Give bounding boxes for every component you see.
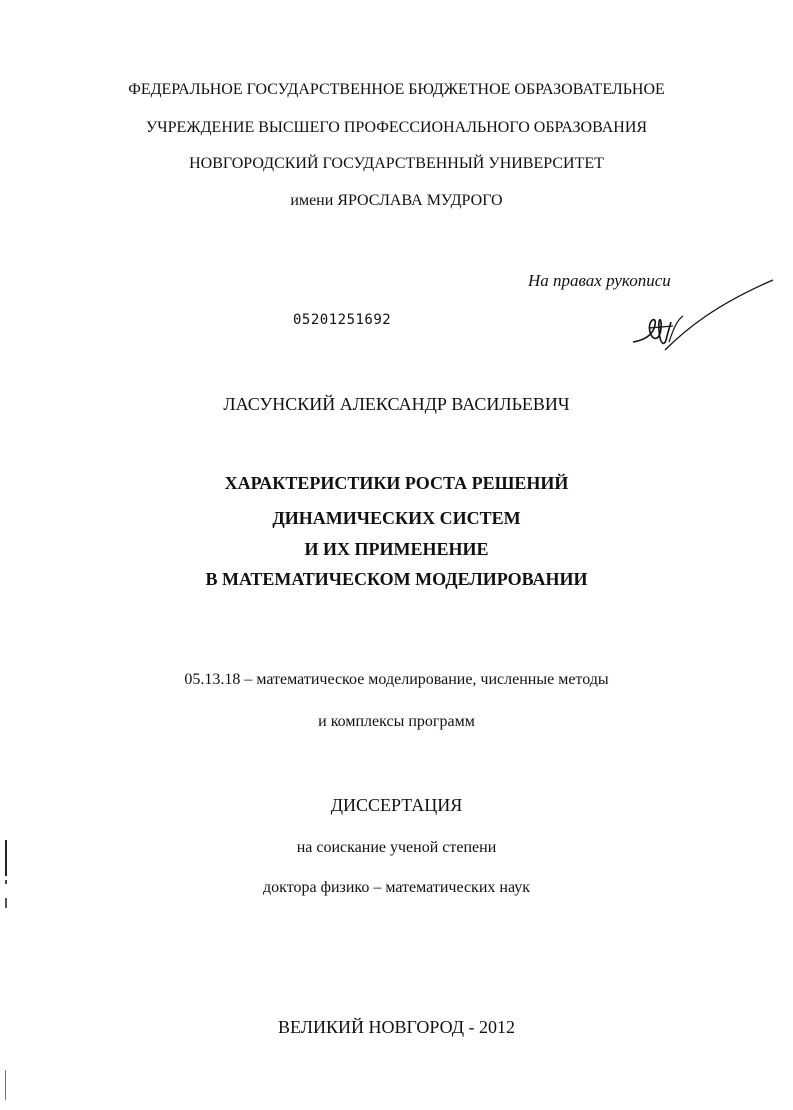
city-year: ВЕЛИКИЙ НОВГОРОД - 2012 (277, 1017, 516, 1037)
degree-line-2: доктора физико – математических наук (262, 879, 531, 896)
title-line-1: ХАРАКТЕРИСТИКИ РОСТА РЕШЕНИЙ (224, 473, 569, 493)
document-type: ДИССЕРТАЦИЯ (330, 795, 463, 815)
scan-margin-marks (0, 820, 12, 1110)
signature-icon (625, 270, 775, 355)
organization-line-4: имени ЯРОСЛАВА МУДРОГО (290, 192, 503, 209)
title-line-4: В МАТЕМАТИЧЕСКОМ МОДЕЛИРОВАНИИ (205, 569, 588, 589)
title-line-3: И ИХ ПРИМЕНЕНИЕ (304, 539, 489, 559)
specialty-line-1: 05.13.18 – математическое моделирование, численные методы (184, 671, 609, 688)
organization-line-2: УЧРЕЖДЕНИЕ ВЫСШЕГО ПРОФЕССИОНАЛЬНОГО ОБРАЗОВАНИЯ (145, 119, 648, 136)
specialty-line-2: и комплексы программ (318, 713, 475, 730)
organization-line-3: НОВГОРОДСКИЙ ГОСУДАРСТВЕННЫЙ УНИВЕРСИТЕТ (189, 155, 604, 172)
degree-line-1: на соискание ученой степени (296, 839, 497, 856)
author-name: ЛАСУНСКИЙ АЛЕКСАНДР ВАСИЛЬЕВИЧ (223, 394, 570, 414)
title-line-2: ДИНАМИЧЕСКИХ СИСТЕМ (272, 508, 521, 528)
organization-line-1: ФЕДЕРАЛЬНОЕ ГОСУДАРСТВЕННОЕ БЮДЖЕТНОЕ ОБРАЗОВАТЕЛЬНОЕ (128, 81, 665, 98)
catalog-number: 05201251692 (293, 312, 392, 328)
manuscript-rights: На правах рукописи (528, 271, 671, 290)
